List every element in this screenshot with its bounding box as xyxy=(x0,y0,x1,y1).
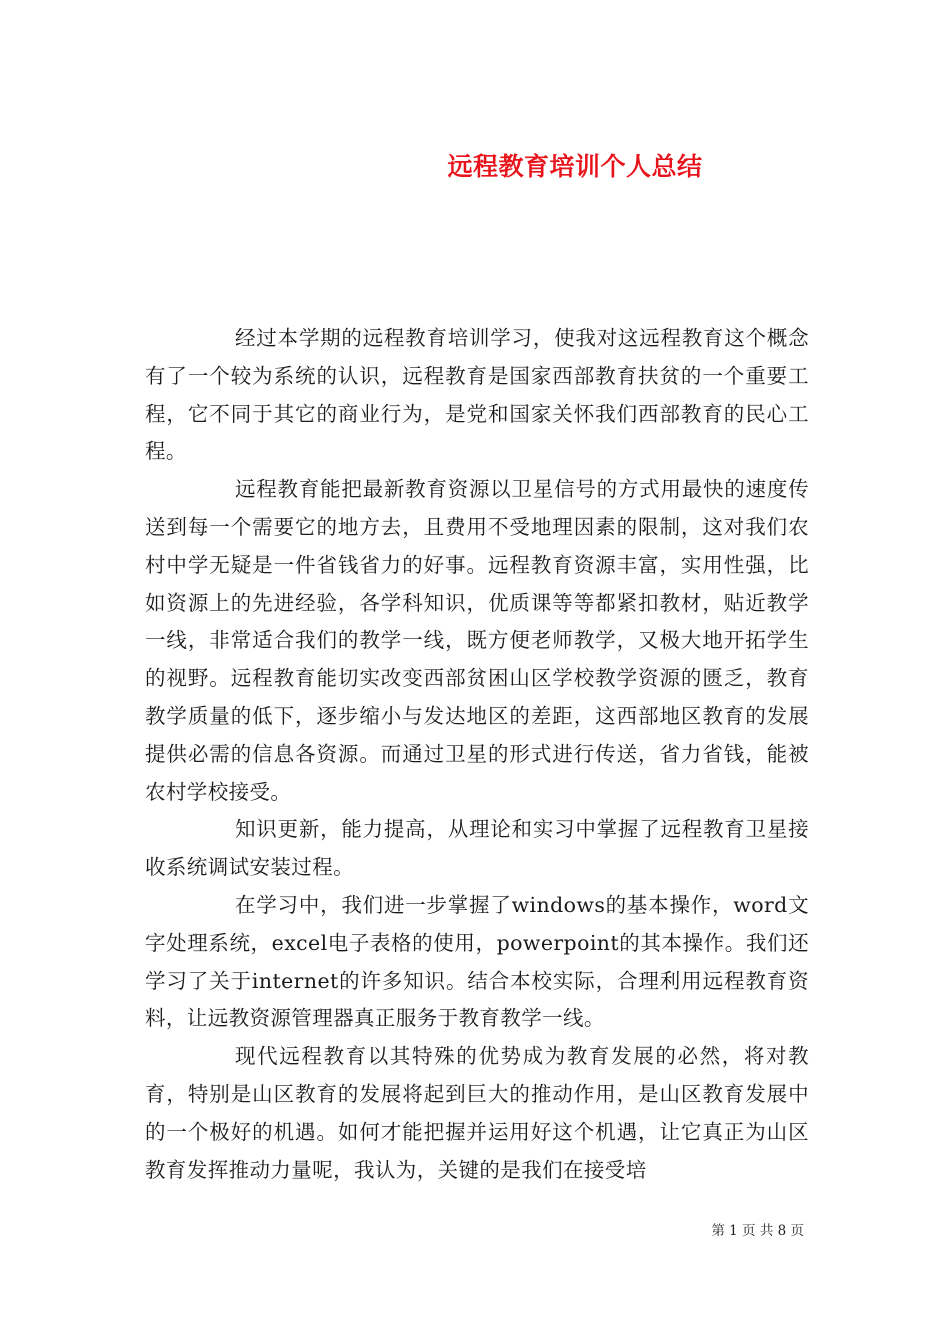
paragraph-2: 远程教育能把最新教育资源以卫星信号的方式用最快的速度传送到每一个需要它的地方去，且费用不受地理因素的限制，这对我们农村中学无疑是一件省钱省力的好事。远程教育资源丰富，实用性强，比如资源上的先进经验，各学科知识，优质课等等都紧扣教材，贴近教学一线，非常适合我们的教学一线，既方便老师教学，又极大地开拓学生的视野。远程教育能切实改变西部贫困山区学校教学资源的匮乏，教育教学质量的低下，逐步缩小与发达地区的差距，这西部地区教育的发展提供必需的信息各资源。而通过卫星的形式进行传送，省力省钱，能被农村学校接受。 xyxy=(145,477,809,804)
document-body xyxy=(145,320,809,1189)
paragraph-1: 经过本学期的远程教育培训学习，使我对这远程教育这个概念有了一个较为系统的认识，远程教育是国家西部教育扶贫的一个重要工程，它不同于其它的商业行为，是党和国家关怀我们西部教育的民心工程。 xyxy=(145,326,809,464)
page-number-footer: 第 1 页 共 8 页 xyxy=(711,1223,804,1239)
paragraph-5: 现代远程教育以其特殊的优势成为教育发展的必然，将对教育，特别是山区教育的发展将起到巨大的推动作用，是山区教育发展中的一个极好的机遇。如何才能把握并运用好这个机遇，让它真正为山区教育发挥推动力量呢，我认为，关键的是我们在接受培 xyxy=(145,1044,809,1182)
paragraph-4: 在学习中，我们进一步掌握了windows的基本操作，word文字处理系统，excel电子表格的使用，powerpoint的其本操作。我们还学习了关于internet的许多知识。结合本校实际，合理利用远程教育资料，让远教资源管理器真正服务于教育教学一线。 xyxy=(145,892,809,1031)
paragraph-3: 知识更新，能力提高，从理论和实习中掌握了远程教育卫星接收系统调试安装过程。 xyxy=(145,817,809,880)
document-title: 远程教育培训个人总结 xyxy=(447,151,703,181)
